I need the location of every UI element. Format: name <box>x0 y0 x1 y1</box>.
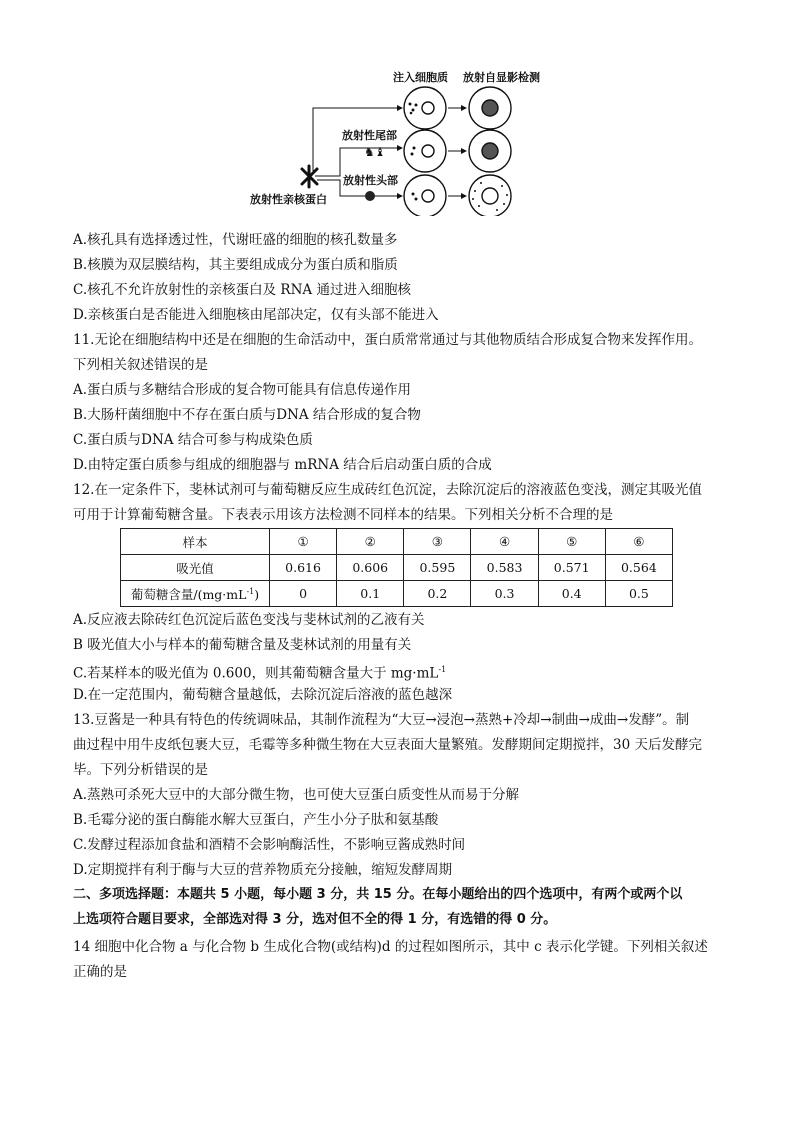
section-2-heading-line-1: 二、多项选择题：本题共 5 小题，每小题 3 分，共 15 分。在每小题给出的四个选项中，有两个或两个以 <box>73 887 683 902</box>
option-d-q13: D.定期搅拌有利于酶与大豆的营养物质充分接触，缩短发酵周期 <box>73 862 453 878</box>
question-14-line-2: 正确的是 <box>73 964 127 980</box>
option-c-q13: C.发酵过程添加食盐和酒精不会影响酶活性，不影响豆酱成熟时间 <box>73 837 466 853</box>
table-cell: 0.616 <box>270 555 337 581</box>
table-cell-glucose-label: 葡萄糖含量$/(mg\cdot mL^{-1})$ <box>121 581 270 607</box>
label-inject: 注入细胞质 <box>393 71 448 84</box>
option-b-q13: B.毛霉分泌的蛋白酶能水解大豆蛋白，产生小分子肽和氨基酸 <box>73 812 439 828</box>
question-14-line-1: 14 细胞中化合物 a 与化合物 b 生成化合物(或结构)d 的过程如图所示，其中 c 表示化学键。下列相关叙述 <box>73 939 708 955</box>
table-cell: 0.606 <box>337 555 404 581</box>
option-d-q10: D.亲核蛋白是否能进入细胞核由尾部决定，仅有头部不能进入 <box>73 307 439 323</box>
head-fragment-icon <box>365 191 375 201</box>
option-c-q11: C.蛋白质与DNA 结合可参与构成染色质 <box>73 432 313 448</box>
table-cell: 0.1 <box>337 581 404 607</box>
option-a-q10: A.核孔具有选择透过性，代谢旺盛的细胞的核孔数量多 <box>73 232 398 248</box>
option-b-q10: B.核膜为双层膜结构，其主要组成成分为蛋白质和脂质 <box>73 257 398 273</box>
option-a-q12: A.反应液去除砖红色沉淀后蓝色变浅与斐林试剂的乙液有关 <box>73 612 425 628</box>
question-12-line-1: 12.在一定条件下，斐林试剂可与葡萄糖反应生成砖红色沉淀，去除沉淀后的溶液蓝色变浅，测定其吸光值 <box>73 482 702 498</box>
option-b-q11: B.大肠杆菌细胞中不存在蛋白质与DNA 结合形成的复合物 <box>73 407 421 423</box>
question-11-line-1: 11.无论在细胞结构中还是在细胞的生命活动中，蛋白质常常通过与其他物质结合形成复合物来发挥作用。 <box>73 332 702 348</box>
option-c-q12: C.若某样本的吸光值为 0.600，则其葡萄糖含量大于 $mg\cdot mL^{-1}$ <box>73 665 447 682</box>
table-row-glucose <box>121 581 673 607</box>
table-header-cell: ③ <box>404 529 471 555</box>
question-11-line-2: 下列相关叙述错误的是 <box>73 357 208 373</box>
table-cell: 0.5 <box>605 581 672 607</box>
table-cell: 0.583 <box>471 555 538 581</box>
table-cell: 0.571 <box>538 555 605 581</box>
injected-cells <box>404 87 446 216</box>
option-d-q11: D.由特定蛋白质参与组成的细胞器与 mRNA 结合后启动蛋白质的合成 <box>73 457 492 473</box>
section-2-heading-line-2: 上选项符合题目要求，全部选对得 3 分，选对但不全的得 1 分，有选错的得 0 分。 <box>73 912 557 927</box>
option-b-q12: B 吸光值大小与样本的葡萄糖含量及斐林试剂的用量有关 <box>73 637 412 653</box>
question-13-line-2: 曲过程中用牛皮纸包裹大豆，毛霉等多种微生物在大豆表面大量繁殖。发酵期间定期搅拌，30 天后发酵完 <box>73 737 702 753</box>
detected-cells <box>469 87 511 216</box>
table-header-cell: ④ <box>471 529 538 555</box>
label-tail: 放射性尾部 <box>342 129 397 142</box>
nuclear-protein-experiment-figure <box>245 66 575 216</box>
table-header-row <box>121 529 673 555</box>
table-cell: 0.3 <box>471 581 538 607</box>
option-c-q10: C.核孔不允许放射性的亲核蛋白及 RNA 通过进入细胞核 <box>73 282 411 298</box>
table-header-cell: 样本 <box>121 529 270 555</box>
table-cell: 0.2 <box>404 581 471 607</box>
table-header-cell: ⑤ <box>538 529 605 555</box>
table-cell: 吸光值 <box>121 555 270 581</box>
question-13-line-1: 13.豆酱是一种具有特色的传统调味品，其制作流程为“大豆→浸泡→蒸熟+冷却→制曲→成曲→发酵”。制 <box>73 712 690 728</box>
option-d-q12: D.在一定范围内，葡萄糖含量越低，去除沉淀后溶液的蓝色越深 <box>73 687 453 703</box>
table-header-cell: ② <box>337 529 404 555</box>
table-cell: 0 <box>270 581 337 607</box>
radioactive-protein-icon <box>302 166 317 187</box>
table-row-absorbance <box>121 555 673 581</box>
table-header-cell: ① <box>270 529 337 555</box>
table-header-cell: ⑥ <box>605 529 672 555</box>
tail-fragment-icon: ♞♝ <box>364 145 386 159</box>
table-cell: 0.595 <box>404 555 471 581</box>
question-13-line-3: 毕。下列分析错误的是 <box>73 762 208 778</box>
question-12-line-2: 可用于计算葡萄糖含量。下表表示用该方法检测不同样本的结果。下列相关分析不合理的是 <box>73 507 613 523</box>
label-head: 放射性头部 <box>343 174 398 187</box>
option-a-q11: A.蛋白质与多糖结合形成的复合物可能具有信息传递作用 <box>73 382 412 398</box>
label-protein: 放射性亲核蛋白 <box>250 193 327 206</box>
label-detect: 放射自显影检测 <box>463 71 540 84</box>
option-a-q13: A.蒸熟可杀死大豆中的大部分微生物，也可使大豆蛋白质变性从而易于分解 <box>73 787 520 803</box>
glucose-absorbance-table <box>120 528 673 607</box>
table-cell: 0.564 <box>605 555 672 581</box>
table-cell: 0.4 <box>538 581 605 607</box>
